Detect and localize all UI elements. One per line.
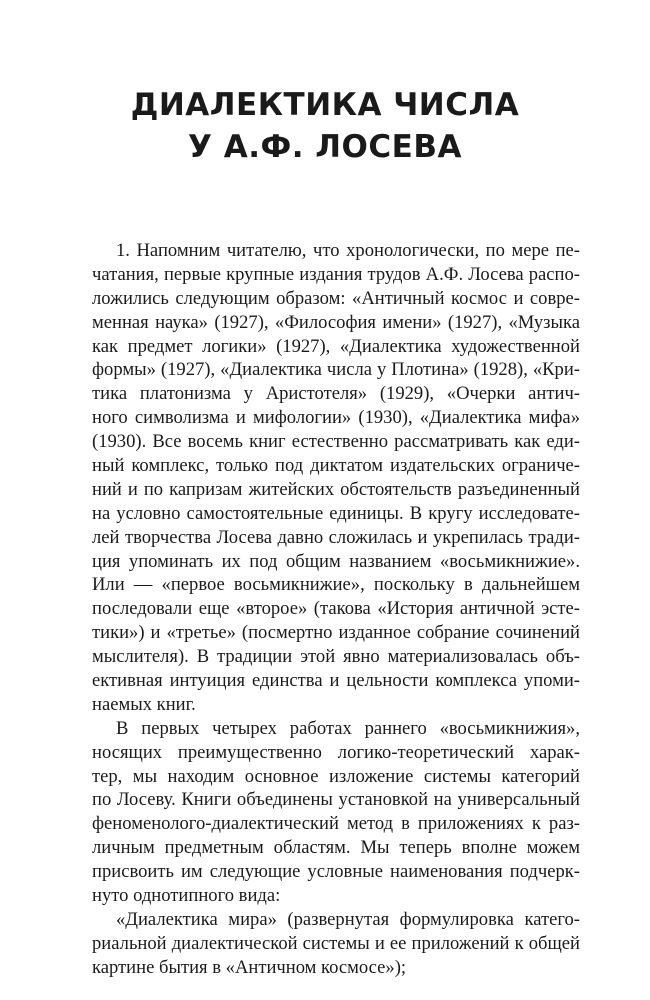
text-line: ективная интуиция единства и цельности комплекса упоми-: [92, 670, 580, 692]
text-line: ложились следующим образом: «Античный космос и совре-: [92, 287, 580, 309]
text-line: формы» (1927), «Диалектика числа у Плотина» (1928), «Кри-: [92, 359, 580, 381]
text-line: присвоить им следующие условные наименования подчерк-: [92, 861, 580, 883]
paragraph: [92, 908, 580, 980]
text-line: чатания, первые крупные издания трудов А.Ф. Лосева распо-: [92, 263, 580, 285]
paragraph: [92, 239, 580, 717]
text-line: как предмет логики» (1927), «Диалектика художественной: [92, 335, 580, 357]
text-line: тер, мы находим основное изложение системы категорий: [92, 765, 580, 787]
text-line: мыслителя). В традиции этой явно материализовалась объ-: [92, 646, 580, 668]
text-line: по Лосеву. Книги объединены установкой на универсальный: [92, 789, 580, 811]
text-line: наемых книг.: [92, 693, 196, 715]
text-line: носящих преимущественно логико-теоретический харак-: [92, 741, 580, 763]
text-line: нуто однотипного вида:: [92, 885, 281, 907]
text-line: ного символизма и мифологии» (1930), «Диалектика мифа»: [92, 407, 580, 429]
text-line: ний и по капризам житейских обстоятельств разъединенный: [92, 478, 580, 500]
text-line: феноменолого-диалектический метод в приложениях к раз-: [92, 813, 580, 835]
text-line: тики») и «третье» (посмертно изданное собрание сочинений: [92, 622, 580, 644]
text-line: на условно самостоятельные единицы. В кругу исследовате-: [92, 502, 580, 524]
text-line: лей творчества Лосева давно сложилась и укрепилась тради-: [92, 526, 580, 548]
chapter-title-line-1: ДИАЛЕКТИКА ЧИСЛА: [130, 87, 520, 123]
text-line: (1930). Все восемь книг естественно рассматривать как еди-: [92, 431, 580, 453]
text-line: картине бытия в «Античном космосе»);: [92, 956, 407, 978]
text-line: тика платонизма у Аристотеля» (1929), «Очерки антич-: [92, 383, 580, 405]
text-line: Или — «первое восьмикнижие», поскольку в дальнейшем: [92, 574, 580, 596]
text-line: ция упоминать их под общим названием «восьмикнижие».: [92, 550, 580, 572]
text-line: последовали еще «второе» (такова «История античной эсте-: [92, 598, 580, 620]
body-text: [92, 239, 580, 980]
chapter-title: [0, 84, 650, 168]
text-line: менная наука» (1927), «Философия имени» (1927), «Музыка: [92, 311, 580, 333]
text-line: риальной диалектической системы и ее приложений к общей: [92, 932, 580, 954]
text-line: ный комплекс, только под диктатом издательских ограниче-: [92, 455, 580, 477]
chapter-title-line-2: У А.Ф. ЛОСЕВА: [188, 129, 462, 165]
text-line: личным предметным областям. Мы теперь вполне можем: [92, 837, 580, 859]
text-line: «Диалектика мира» (развернутая формулировка катего-: [116, 908, 580, 930]
paragraph: [92, 717, 580, 908]
text-line: В первых четырех работах раннего «восьмикнижия»,: [116, 717, 580, 739]
text-line: 1. Напомним читателю, что хронологически, по мере пе-: [116, 240, 580, 261]
